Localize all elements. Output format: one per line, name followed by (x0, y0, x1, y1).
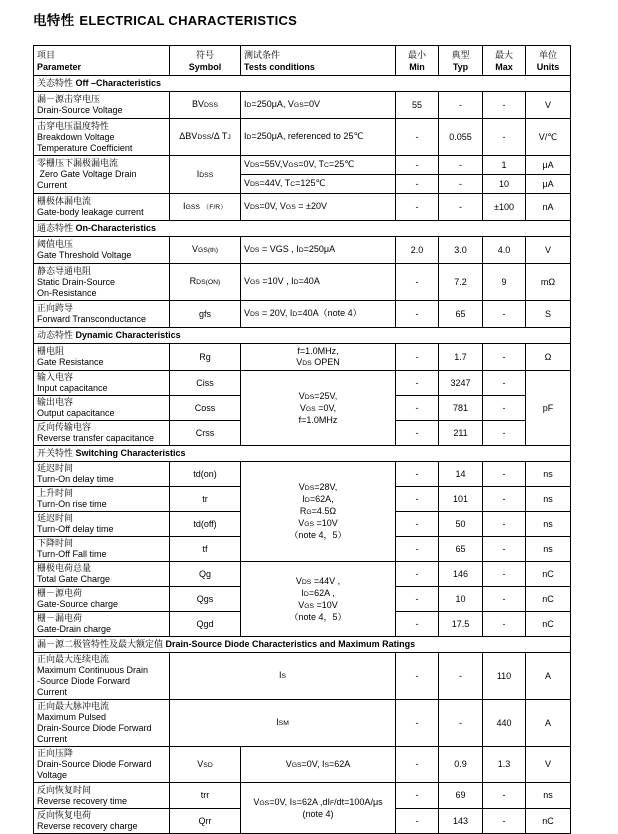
cell-min: - (396, 175, 439, 194)
table-row (34, 371, 571, 396)
col-header-units: 单位 Units (526, 46, 571, 76)
cell-max: - (483, 344, 526, 371)
cell-cond: VDS =44V , ID=62A , VGS =10V （note 4，5） (241, 562, 396, 637)
cell-min: - (396, 537, 439, 562)
cell-typ: 1.7 (439, 344, 483, 371)
cell-cond: VDS=25V, VGS =0V, f=1.0MHz (241, 371, 396, 446)
section-header: 开关特性 Switching Characteristics (34, 446, 571, 462)
cell-param: 栅极体漏电流 Gate-body leakage current (34, 194, 170, 221)
cell-min: - (396, 119, 439, 156)
cell-min: - (396, 512, 439, 537)
col-header-min: 最小 Min (396, 46, 439, 76)
cell-typ: 3.0 (439, 237, 483, 264)
cell-min: - (396, 783, 439, 809)
cell-symbol: IGSS （F/R） (170, 194, 241, 221)
section-header: 动态特性 Dynamic Characteristics (34, 328, 571, 344)
cell-max: - (483, 587, 526, 612)
cell-typ: - (439, 175, 483, 194)
cell-symbol: BVDSS (170, 92, 241, 119)
cell-max: - (483, 421, 526, 446)
table-row (34, 119, 571, 156)
cell-unit: A (526, 653, 571, 700)
cell-cond: VDS=0V, VGS = ±20V (241, 194, 396, 221)
cell-symbol: Qg (170, 562, 241, 587)
cell-max: - (483, 301, 526, 328)
cell-param: 下降时间 Turn-Off Fall time (34, 537, 170, 562)
cell-unit: ns (526, 537, 571, 562)
cell-cond: f=1.0MHz, VDS OPEN (241, 344, 396, 371)
cell-cond: VDS = VGS , ID=250μA (241, 237, 396, 264)
cell-symbol: Rg (170, 344, 241, 371)
cell-typ: 65 (439, 301, 483, 328)
cell-max: - (483, 562, 526, 587)
cell-unit: nC (526, 612, 571, 637)
section-header: 通态特性 On-Characteristics (34, 221, 571, 237)
cell-min: - (396, 700, 439, 747)
col-header-test-conditions: 测试条件 Tests conditions (241, 46, 396, 76)
cell-min: - (396, 344, 439, 371)
page-title-zh: 电特性 (33, 13, 75, 28)
table-header-row (34, 46, 571, 76)
cell-typ: 3247 (439, 371, 483, 396)
cell-max: ±100 (483, 194, 526, 221)
cell-max: - (483, 537, 526, 562)
table-row (34, 562, 571, 587)
cell-symbol: Coss (170, 396, 241, 421)
table-row (34, 783, 571, 809)
cell-typ: 50 (439, 512, 483, 537)
cell-max: 4.0 (483, 237, 526, 264)
cell-min: - (396, 587, 439, 612)
cell-unit: V (526, 92, 571, 119)
cell-cond: VDS=55V,VGS=0V, TC=25℃ (241, 156, 396, 175)
cell-typ: - (439, 194, 483, 221)
cell-min: 2.0 (396, 237, 439, 264)
cell-min: 55 (396, 92, 439, 119)
cell-max: - (483, 512, 526, 537)
table-row (34, 462, 571, 487)
cell-unit: S (526, 301, 571, 328)
table-row (34, 264, 571, 301)
cell-cond: VDS = 20V, ID=40A（note 4） (241, 301, 396, 328)
cell-symbol: ISM (170, 700, 396, 747)
cell-cond: VGS =10V , ID=40A (241, 264, 396, 301)
table-row (34, 747, 571, 783)
section-row (34, 446, 571, 462)
cell-min: - (396, 747, 439, 783)
cell-param: 栅电阻 Gate Resistance (34, 344, 170, 371)
cell-typ: 14 (439, 462, 483, 487)
cell-max: - (483, 396, 526, 421)
table-body (34, 76, 571, 834)
cell-param: 延迟时间 Turn-On delay time (34, 462, 170, 487)
cell-max: - (483, 119, 526, 156)
cell-param: 零栅压下漏极漏电流 Zero Gate Voltage Drain Current (34, 156, 170, 194)
section-row (34, 637, 571, 653)
cell-typ: 101 (439, 487, 483, 512)
page-title-en: ELECTRICAL CHARACTERISTICS (79, 13, 298, 28)
section-row (34, 76, 571, 92)
cell-unit: nC (526, 809, 571, 834)
section-row (34, 221, 571, 237)
cell-typ: 7.2 (439, 264, 483, 301)
cell-min: - (396, 156, 439, 175)
cell-min: - (396, 462, 439, 487)
cell-cond: VDS=44V, TC=125℃ (241, 175, 396, 194)
section-row (34, 328, 571, 344)
cell-cond: VGS=0V, IS=62A ,dIF/dt=100A/μs (note 4) (241, 783, 396, 834)
cell-symbol: IS (170, 653, 396, 700)
cell-symbol: Crss (170, 421, 241, 446)
cell-symbol: Qrr (170, 809, 241, 834)
cell-cond: VDS=28V, ID=62A, RG=4.5Ω VGS =10V （note 4，5） (241, 462, 396, 562)
cell-param: 延迟时间 Turn-Off delay time (34, 512, 170, 537)
cell-param: 阈值电压 Gate Threshold Voltage (34, 237, 170, 264)
cell-symbol: td(off) (170, 512, 241, 537)
cell-param: 栅－源电荷 Gate-Source charge (34, 587, 170, 612)
cell-min: - (396, 396, 439, 421)
cell-max: - (483, 487, 526, 512)
cell-symbol: Qgd (170, 612, 241, 637)
cell-min: - (396, 301, 439, 328)
col-header-symbol: 符号 Symbol (170, 46, 241, 76)
cell-unit: ns (526, 512, 571, 537)
cell-max: 9 (483, 264, 526, 301)
cell-symbol: Ciss (170, 371, 241, 396)
col-header-typ: 典型 Typ (439, 46, 483, 76)
cell-max: - (483, 371, 526, 396)
cell-min: - (396, 194, 439, 221)
cell-param: 击穿电压温度特性 Breakdown Voltage Temperature Coefficient (34, 119, 170, 156)
cell-symbol: ΔBVDSS/Δ TJ (170, 119, 241, 156)
cell-cond: ID=250μA, referenced to 25℃ (241, 119, 396, 156)
col-header-parameter: 项目 Parameter (34, 46, 170, 76)
cell-min: - (396, 421, 439, 446)
cell-symbol: Qgs (170, 587, 241, 612)
section-header: 关态特性 Off –Characteristics (34, 76, 571, 92)
table-row (34, 344, 571, 371)
cell-min: - (396, 653, 439, 700)
cell-max: - (483, 462, 526, 487)
cell-min: - (396, 264, 439, 301)
table-row (34, 156, 571, 175)
cell-param: 正向最大脉冲电流 Maximum Pulsed Drain-Source Diode Forward Current (34, 700, 170, 747)
cell-unit: Ω (526, 344, 571, 371)
cell-param: 栅极电荷总量 Total Gate Charge (34, 562, 170, 587)
col-header-max: 最大 Max (483, 46, 526, 76)
cell-max: 440 (483, 700, 526, 747)
cell-typ: 65 (439, 537, 483, 562)
cell-unit: μA (526, 175, 571, 194)
cell-param: 输入电容 Input capacitance (34, 371, 170, 396)
cell-symbol: td(on) (170, 462, 241, 487)
cell-param: 静态导通电阻 Static Drain-Source On-Resistance (34, 264, 170, 301)
cell-symbol: tr (170, 487, 241, 512)
cell-min: - (396, 371, 439, 396)
table-row (34, 700, 571, 747)
page-title (33, 9, 297, 29)
cell-max: 1.3 (483, 747, 526, 783)
table-row (34, 237, 571, 264)
cell-param: 漏－源击穿电压 Drain-Source Voltage (34, 92, 170, 119)
cell-symbol: IDSS (170, 156, 241, 194)
cell-param: 正向最大连续电流 Maximum Continuous Drain -Source Diode Forward Current (34, 653, 170, 700)
cell-param: 正向压降 Drain-Source Diode Forward Voltage (34, 747, 170, 783)
cell-typ: - (439, 653, 483, 700)
cell-unit: A (526, 700, 571, 747)
cell-param: 栅－漏电荷 Gate-Drain charge (34, 612, 170, 637)
cell-unit: nC (526, 587, 571, 612)
cell-typ: 143 (439, 809, 483, 834)
cell-max: - (483, 783, 526, 809)
cell-typ: 69 (439, 783, 483, 809)
cell-typ: - (439, 700, 483, 747)
cell-max: 10 (483, 175, 526, 194)
cell-max: - (483, 809, 526, 834)
cell-min: - (396, 809, 439, 834)
cell-unit: nC (526, 562, 571, 587)
cell-symbol: VSD (170, 747, 241, 783)
cell-cond: ID=250μA, VGS=0V (241, 92, 396, 119)
cell-typ: 146 (439, 562, 483, 587)
electrical-characteristics-table (33, 45, 571, 834)
cell-unit: V (526, 747, 571, 783)
cell-min: - (396, 487, 439, 512)
cell-typ: - (439, 92, 483, 119)
cell-max: 110 (483, 653, 526, 700)
cell-param: 反向恢复电荷 Reverse recovery charge (34, 809, 170, 834)
cell-typ: 17.5 (439, 612, 483, 637)
cell-unit: ns (526, 462, 571, 487)
table-row (34, 194, 571, 221)
cell-min: - (396, 562, 439, 587)
cell-typ: - (439, 156, 483, 175)
cell-symbol: tf (170, 537, 241, 562)
cell-symbol: VGS(th) (170, 237, 241, 264)
cell-unit: nA (526, 194, 571, 221)
cell-min: - (396, 612, 439, 637)
cell-typ: 0.9 (439, 747, 483, 783)
cell-unit: V (526, 237, 571, 264)
cell-param: 输出电容 Output capacitance (34, 396, 170, 421)
cell-unit: μA (526, 156, 571, 175)
cell-symbol: RDS(ON) (170, 264, 241, 301)
table-row (34, 301, 571, 328)
cell-param: 反向传输电容 Reverse transfer capacitance (34, 421, 170, 446)
cell-cond: VGS=0V, IS=62A (241, 747, 396, 783)
table-row (34, 92, 571, 119)
cell-max: 1 (483, 156, 526, 175)
cell-param: 反向恢复时间 Reverse recovery time (34, 783, 170, 809)
cell-param: 上升时间 Turn-On rise time (34, 487, 170, 512)
cell-symbol: gfs (170, 301, 241, 328)
cell-unit: pF (526, 371, 571, 446)
cell-param: 正向跨导 Forward Transconductance (34, 301, 170, 328)
cell-max: - (483, 612, 526, 637)
cell-typ: 781 (439, 396, 483, 421)
cell-typ: 211 (439, 421, 483, 446)
cell-unit: ns (526, 783, 571, 809)
cell-typ: 10 (439, 587, 483, 612)
table-row (34, 653, 571, 700)
cell-max: - (483, 92, 526, 119)
cell-unit: V/℃ (526, 119, 571, 156)
cell-unit: mΩ (526, 264, 571, 301)
cell-symbol: trr (170, 783, 241, 809)
section-header: 漏－源二极管特性及最大额定值 Drain-Source Diode Characteristics and Maximum Ratings (34, 637, 571, 653)
cell-typ: 0.055 (439, 119, 483, 156)
cell-unit: ns (526, 487, 571, 512)
